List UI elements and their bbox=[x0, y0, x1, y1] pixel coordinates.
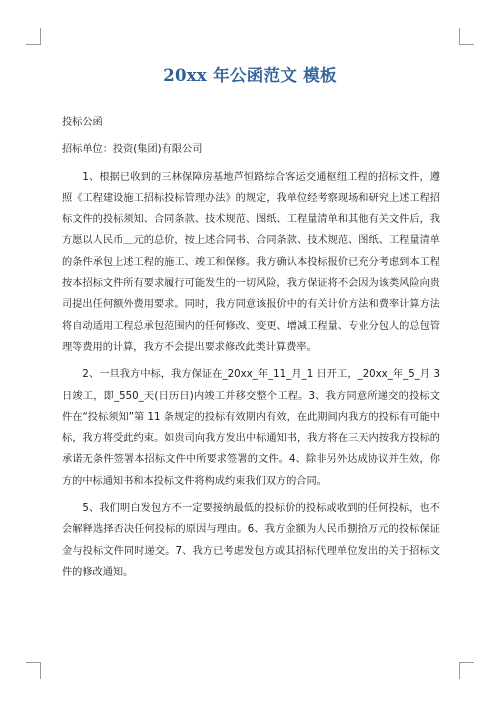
crop-mark-top-left bbox=[26, 28, 41, 45]
document-body bbox=[62, 112, 440, 583]
paragraph-2: 2、一旦我方中标，我方保证在_20xx_年_11_月_1 日开工，_20xx_年_5_月 3 日竣工，即_550_天(日历日)内竣工并移交整个工程。3、我方同意所递交的投标文件在“投标须知”第 11 条规定的投标有效期内有效，在此期间内我方的投标有可能中标，我方将受此约束。如贵司向我方发出中标通知书，我方将在三天内按我方投标的承诺无条件签署本招标文件中所要求签署的文件。4、除非另外达成协议并生效，你方的中标通知书和本投标文件将构成约束我们双方的合同。 bbox=[62, 369, 440, 487]
crop-mark-bottom-right bbox=[459, 662, 474, 679]
crop-mark-bottom-left bbox=[26, 662, 41, 679]
salutation: 投标公函 bbox=[62, 117, 103, 128]
document-title: 20xx 年公函范文 模板 bbox=[163, 66, 337, 85]
paragraph-3: 5、我们明白发包方不一定要接纳最低的投标价的投标或收到的任何投标，也不会解释选择否决任何投标的原因与理由。6、我方金额为人民币捌拾万元的投标保证金与投标文件同时递交。7、我方已考虑发包方或其招标代理单位发出的关于招标文件的修改通知。 bbox=[62, 503, 440, 578]
crop-mark-top-right bbox=[459, 28, 474, 45]
recipient-line: 招标单位：投资(集团)有限公司 bbox=[62, 144, 203, 156]
paragraph-1: 1、根据已收到的三林保障房基地芦恒路综合客运交通枢纽工程的招标文件，遵照《工程建设施工招标投标管理办法》的规定，我单位经考察现场和研究上述工程招标文件的投标须知、合同条款、技术规范、图纸、工程量清单和其他有关文件后，我方愿以人民币＿元的总价，按上述合同书、合同条款、技术规范、图纸、工程量清单的条件承包上述工程的施工、竣工和保修。我方确认本投标报价已充分考虑到本工程按本招标文件所有要求履行可能发生的一切风险，我方保证将不会因为该类风险向贵司提出任何额外费用要求。同时，我方同意该报价中的有关计价方法和费率计算方法将自动适用工程总承包范围内的任何修改、变更、增减工程量、专业分包人的总包管理等费用的计算，我方不会提出要求修改此类计算费率。 bbox=[62, 171, 440, 353]
